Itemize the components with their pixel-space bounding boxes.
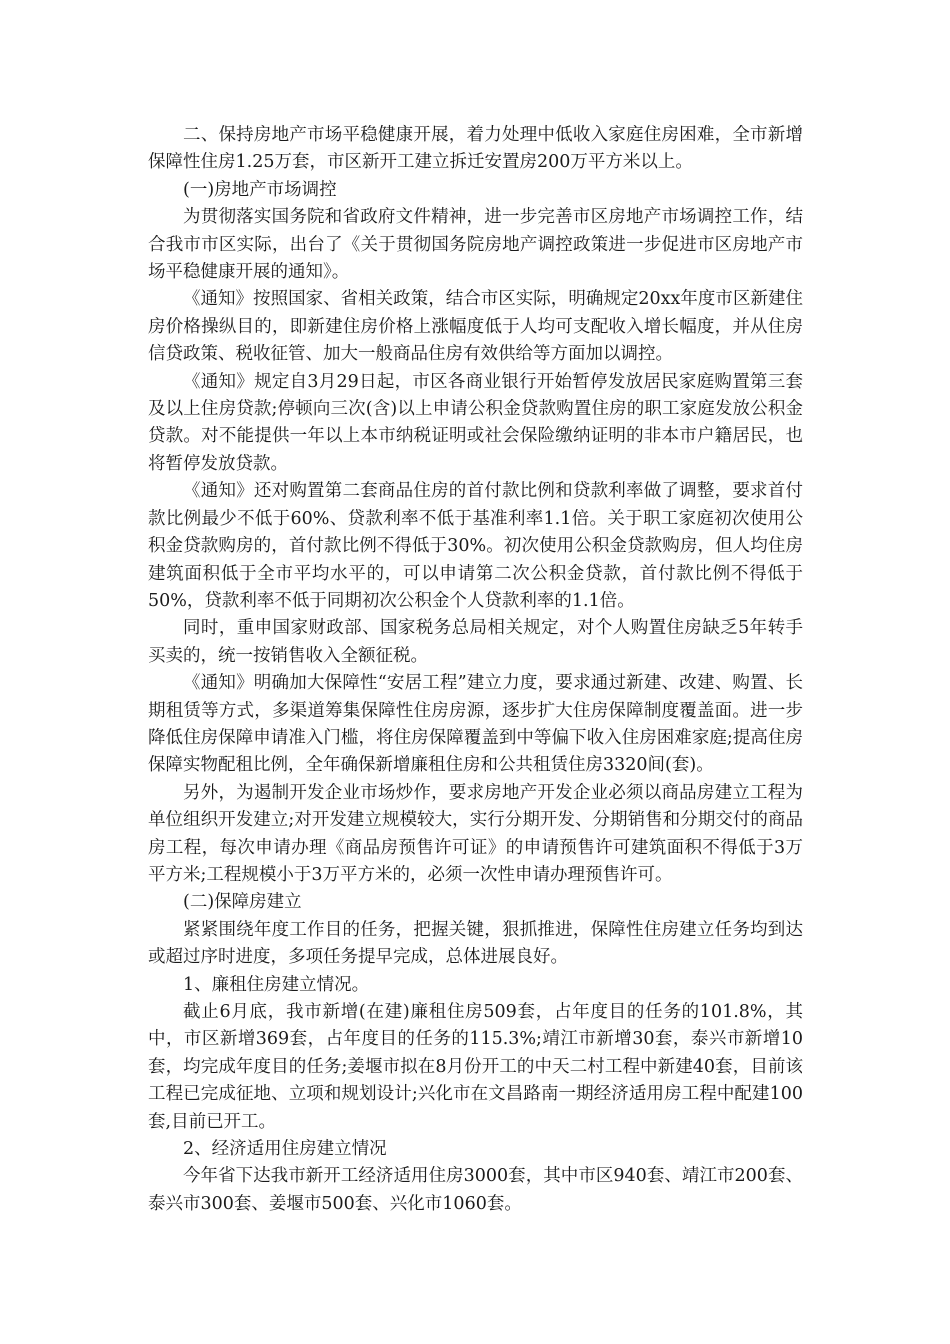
paragraph-4: 《通知》规定自3月29日起，市区各商业银行开始暂停发放居民家庭购置第三套及以上住房贷款;停顿向三次(含)以上申请公积金贷款购置住房的职工家庭发放公积金贷款。对不能提供一年以上本市纳税证明或社会保险缴纳证明的非本市户籍居民，也将暂停发放贷款。 (148, 371, 803, 474)
paragraph-7: 《通知》明确加大保障性“安居工程”建立力度，要求通过新建、改建、购置、长期租赁等方式，多渠道筹集保障性住房房源，逐步扩大住房保障制度覆盖面。进一步降低住房保障申请准入门槛，将住房保障覆盖到中等偏下收入住房困难家庭;提高住房保障实物配租比例，全年确保新增廉租住房和公共租赁住房3320间(套)。 (148, 673, 803, 776)
subheading-2: 2、经济适用住房建立情况 (183, 1139, 387, 1160)
document-body (148, 122, 803, 1218)
section-heading-2: (二)保障房建立 (183, 892, 302, 913)
paragraph-1: 二、保持房地产市场平稳健康开展，着力处理中低收入家庭住房困难，全市新增保障性住房1.25万套，市区新开工建立拆迁安置房200万平方米以上。 (148, 125, 803, 173)
subheading-1: 1、廉租住房建立情况。 (183, 974, 370, 995)
section-heading-1: (一)房地产市场调控 (183, 179, 337, 200)
paragraph-11: 今年省下达我市新开工经济适用住房3000套，其中市区940套、靖江市200套、泰兴市300套、姜堰市500套、兴化市1060套。 (148, 1166, 803, 1214)
paragraph-5: 《通知》还对购置第二套商品住房的首付款比例和贷款利率做了调整，要求首付款比例最少不低于60%、贷款利率不低于基准利率1.1倍。关于职工家庭初次使用公积金贷款购房的，首付款比例不得低于30%。初次使用公积金贷款购房，但人均住房建筑面积低于全市平均水平的，可以申请第二次公积金贷款，首付款比例不得低于50%，贷款利率不低于同期初次公积金个人贷款利率的1.1倍。 (148, 481, 803, 611)
paragraph-10: 截止6月底，我市新增(在建)廉租住房509套，占年度目的任务的101.8%，其中，市区新增369套，占年度目的任务的115.3%;靖江市新增30套，泰兴市新增10套，均完成年度目的任务;姜堰市拟在8月份开工的中天二村工程中新建40套，目前该工程已完成征地、立项和规划设计;兴化市在文昌路南一期经济适用房工程中配建100套,目前已开工。 (148, 1002, 803, 1132)
paragraph-8: 另外，为遏制开发企业市场炒作，要求房地产开发企业必须以商品房建立工程为单位组织开发建立;对开发建立规模较大，实行分期开发、分期销售和分期交付的商品房工程，每次申请办理《商品房预售许可证》的申请预售许可建筑面积不得低于3万平方米;工程规模小于3万平方米的，必须一次性申请办理预售许可。 (148, 782, 803, 885)
paragraph-3: 《通知》按照国家、省相关政策，结合市区实际，明确规定20xx年度市区新建住房价格操纵目的，即新建住房价格上涨幅度低于人均可支配收入增长幅度，并从住房信贷政策、税收征管、加大一般商品住房有效供给等方面加以调控。 (148, 289, 803, 365)
paragraph-2: 为贯彻落实国务院和省政府文件精神，进一步完善市区房地产市场调控工作，结合我市市区实际，出台了《关于贯彻国务院房地产调控政策进一步促进市区房地产市场平稳健康开展的通知》。 (148, 207, 803, 283)
paragraph-6: 同时，重申国家财政部、国家税务总局相关规定，对个人购置住房缺乏5年转手买卖的，统一按销售收入全额征税。 (148, 618, 803, 666)
paragraph-9: 紧紧围绕年度工作目的任务，把握关键，狠抓推进，保障性住房建立任务均到达或超过序时进度，多项任务提早完成，总体进展良好。 (148, 919, 803, 968)
